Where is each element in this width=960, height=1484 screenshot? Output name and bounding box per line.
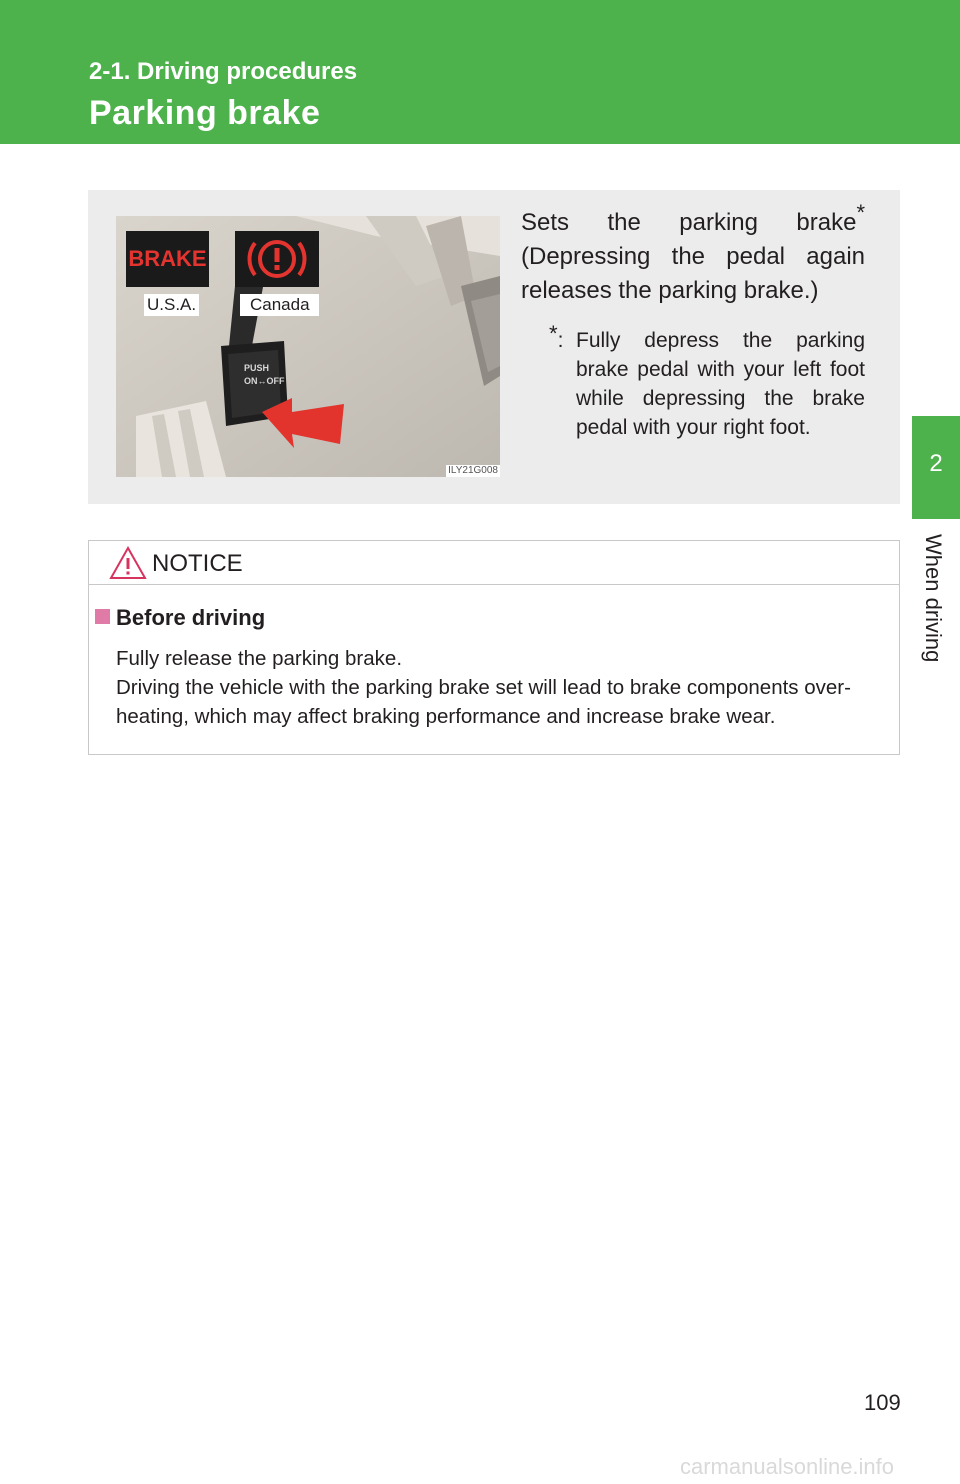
brake-indicator-usa	[126, 231, 209, 287]
brake-indicator-canada	[235, 231, 319, 287]
notice-box	[88, 540, 900, 755]
square-bullet-icon	[95, 609, 110, 624]
notice-line-2: Driving the vehicle with the parking brake set will lead to brake components over-heating, which may affect braking performance and increase brake wear.	[116, 676, 851, 728]
footnote-mark	[549, 321, 576, 355]
instruction-detail: (Depressing the pedal again releases the parking brake.)	[521, 243, 865, 304]
label-canada: Canada	[240, 294, 319, 316]
footnote-text: Fully depress the parking brake pedal with your left foot while depressing the brake pedal with your right foot.	[576, 329, 865, 439]
page-title: Parking brake	[89, 94, 321, 132]
label-usa: U.S.A.	[144, 294, 199, 316]
footnote-colon: :	[557, 329, 564, 352]
caution-triangle-icon	[109, 546, 147, 580]
pedal-label-onoff: ON↔OFF	[244, 376, 285, 386]
notice-title: NOTICE	[152, 550, 243, 577]
chapter-number: 2	[929, 450, 943, 477]
notice-subheading-text: Before driving	[116, 605, 266, 630]
instruction-asterisk: *	[856, 200, 865, 225]
parking-brake-illustration	[116, 216, 500, 477]
footnote-asterisk: *	[549, 321, 558, 346]
notice-header	[89, 541, 899, 585]
notice-body	[116, 644, 892, 731]
page-header	[0, 0, 960, 144]
page-number: 109	[864, 1390, 901, 1415]
pedal-label-push: PUSH	[244, 363, 270, 373]
footnote	[549, 321, 865, 442]
section-label: 2-1. Driving procedures	[89, 58, 358, 85]
brake-warning-icon	[235, 231, 319, 287]
brake-indicator-text: BRAKE	[128, 246, 207, 271]
notice-subheading	[95, 605, 265, 631]
pedal-label	[244, 362, 285, 388]
instruction-text	[521, 200, 865, 308]
figure-code: ILY21G008	[448, 465, 498, 476]
watermark: carmanualsonline.info	[680, 1454, 895, 1479]
notice-line-1: Fully release the parking brake.	[116, 647, 403, 670]
chapter-label: When driving	[921, 534, 946, 663]
instruction-main: Sets the parking brake	[521, 209, 857, 236]
chapter-tab[interactable]	[912, 416, 960, 519]
